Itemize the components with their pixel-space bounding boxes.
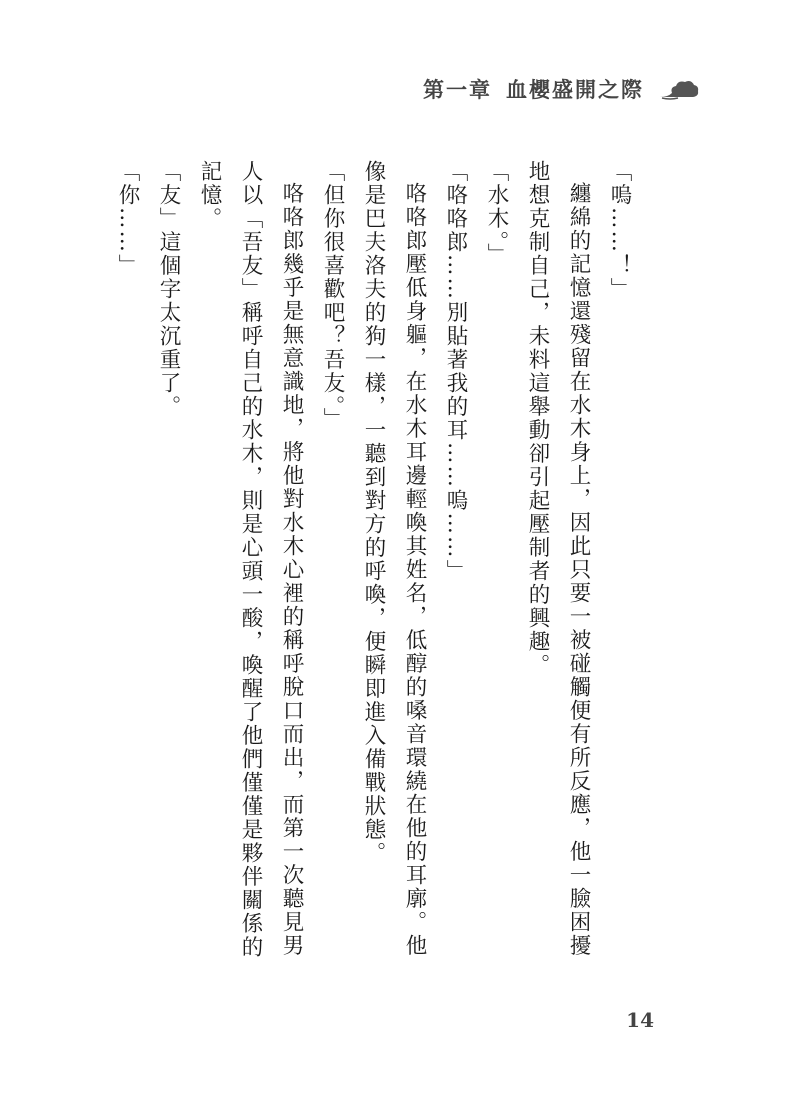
page-number: 14 xyxy=(626,1008,654,1032)
chapter-label: 第一章 xyxy=(423,77,492,102)
paragraph: 「你……」 xyxy=(115,160,140,278)
paragraph: 「嗚……！」 xyxy=(607,160,632,301)
body-text xyxy=(107,160,640,970)
paragraph: 「但你很喜歡吧？吾友。」 xyxy=(320,160,345,432)
paragraph: 「友」這個字太沉重了。 xyxy=(156,160,181,419)
running-header xyxy=(423,72,700,106)
paragraph: 咯咯郎幾乎是無意識地，將他對水木心裡的稱呼脫口而出，而第一次聽見男人以「吾友」稱呼自己的水木，則是心頭一酸，喚醒了他們僅僅是夥伴關係的記憶。 xyxy=(197,160,304,959)
cloud-icon xyxy=(658,77,700,101)
paragraph: 纏綿的記憶還殘留在水木身上，因此只要一被碰觸便有所反應，他一臉困擾地想克制自己，未料這舉動卻引起壓制者的興趣。 xyxy=(525,160,591,957)
paragraph: 「水木。」 xyxy=(484,160,509,267)
chapter-title: 血櫻盛開之際 xyxy=(506,77,644,102)
paragraph: 「咯咯郎……別貼著我的耳……嗚……」 xyxy=(443,160,468,583)
paragraph: 咯咯郎壓低身軀，在水木耳邊輕喚其姓名，低醇的嗓音環繞在他的耳廓。他像是巴夫洛夫的狗一樣，一聽到對方的呼喚，便瞬即進入備戰狀態。 xyxy=(361,160,427,957)
